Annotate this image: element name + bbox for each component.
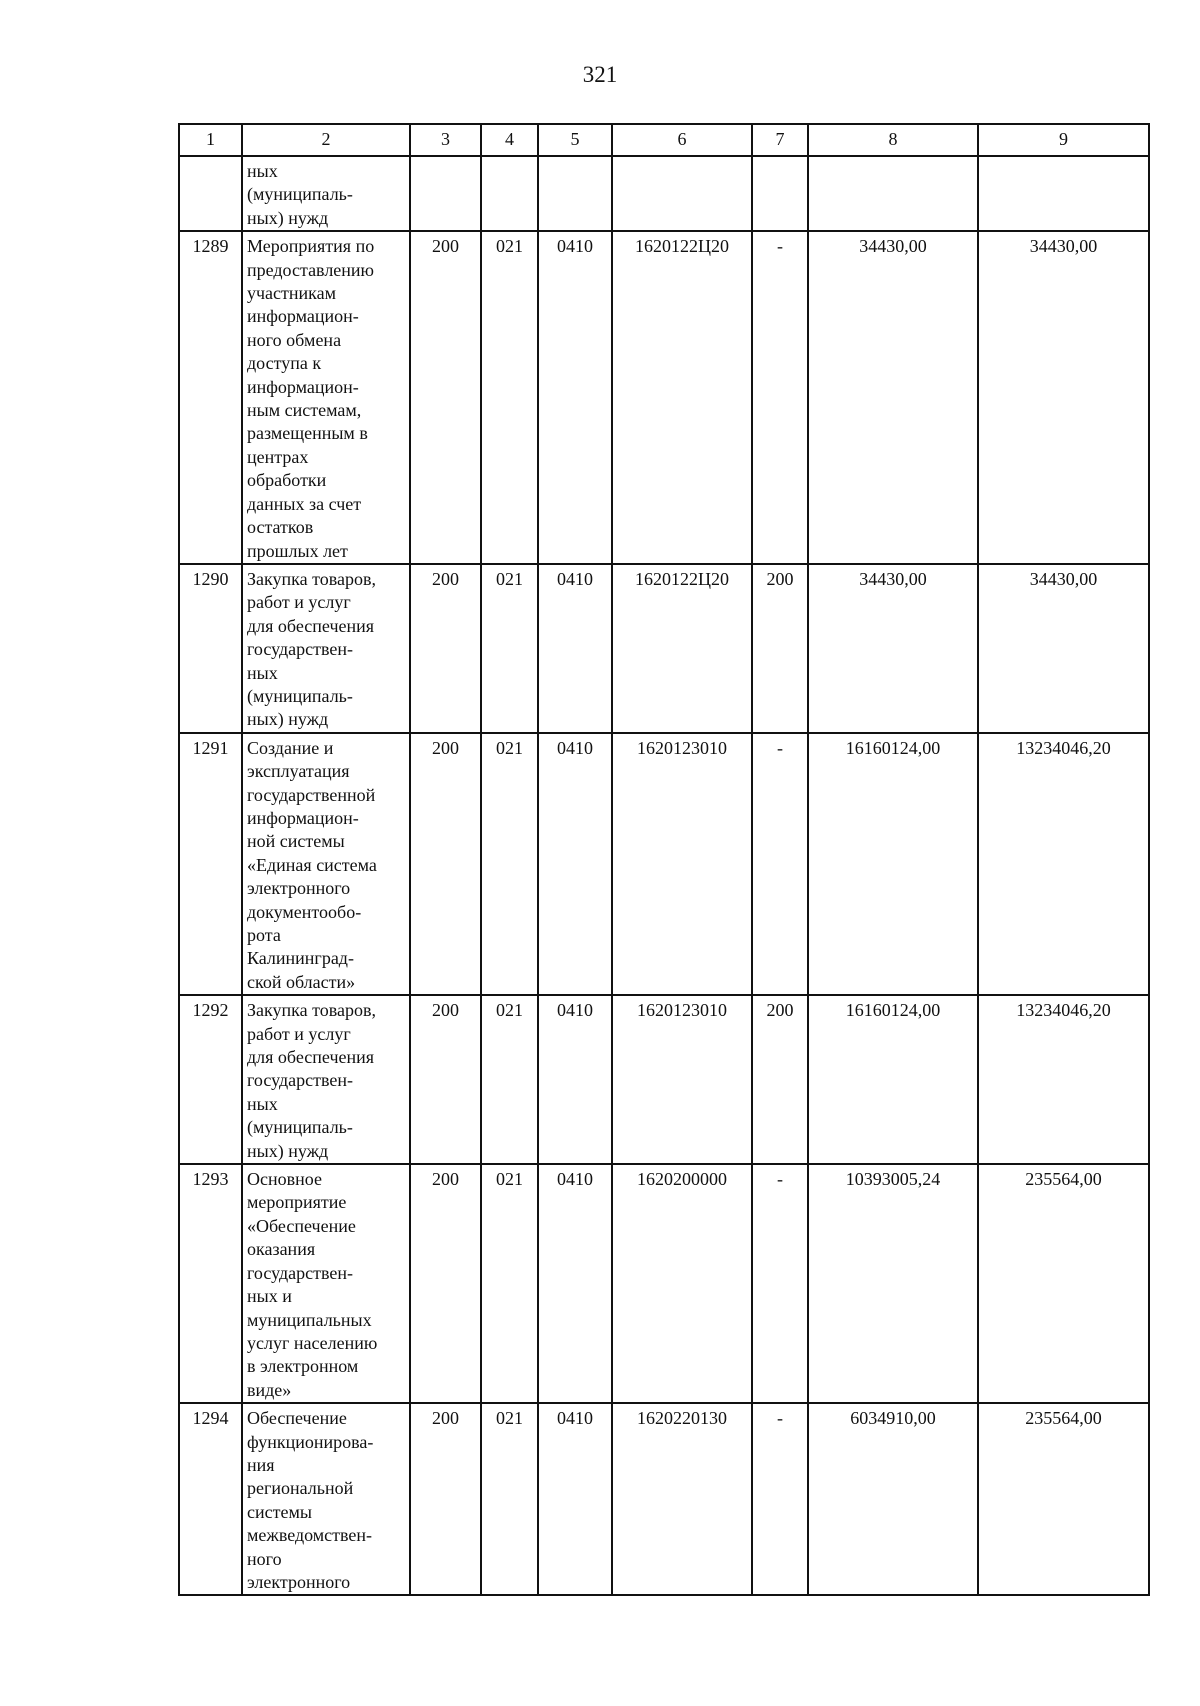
header-col-1: 1 [179, 124, 242, 156]
col-6-cell: 1620122Ц20 [612, 231, 752, 564]
col-5-cell: 0410 [538, 733, 612, 995]
description-line: государственной [247, 784, 376, 805]
header-col-4: 4 [481, 124, 538, 156]
description-line: ной системы [247, 831, 345, 852]
description-line: остатков [247, 517, 314, 538]
description-line: мероприятие [247, 1192, 347, 1213]
header-col-3: 3 [410, 124, 481, 156]
description-line: ным системам, [247, 400, 362, 421]
description-line: функционирова- [247, 1431, 374, 1452]
col-8-cell [808, 156, 978, 231]
col-7-cell: 200 [752, 564, 808, 733]
description-line: ных [247, 662, 278, 683]
description-line: работ и услуг [247, 1023, 351, 1044]
description-line: в электронном [247, 1356, 359, 1377]
description-line: ного [247, 1548, 282, 1569]
description-line: ного обмена [247, 329, 342, 350]
col-8-cell: 10393005,24 [808, 1164, 978, 1403]
description-line: «Единая система [247, 854, 377, 875]
description-line: для обеспечения [247, 1047, 375, 1068]
header-col-8: 8 [808, 124, 978, 156]
col-5-cell: 0410 [538, 564, 612, 733]
table-row [179, 995, 1149, 1164]
description-line: доступа к [247, 353, 322, 374]
description-line: размещенным в [247, 423, 368, 444]
col-4-cell [481, 156, 538, 231]
description-cell [242, 231, 410, 564]
description-line: обработки [247, 470, 327, 491]
description-line: ния [247, 1454, 275, 1475]
col-5-cell: 0410 [538, 1403, 612, 1595]
header-col-9: 9 [978, 124, 1149, 156]
description-line: Калининград- [247, 948, 354, 969]
description-line: предоставлению [247, 259, 375, 280]
col-7-cell: 200 [752, 995, 808, 1164]
col-4-cell: 021 [481, 733, 538, 995]
col-3-cell: 200 [410, 564, 481, 733]
col-8-cell: 34430,00 [808, 231, 978, 564]
description-line: ных) нужд [247, 1140, 329, 1161]
description-line: электронного [247, 1571, 351, 1592]
table-row [179, 733, 1149, 995]
col-5-cell: 0410 [538, 1164, 612, 1403]
row-number-cell: 1289 [179, 231, 242, 564]
col-8-cell: 16160124,00 [808, 733, 978, 995]
description-line: муниципальных [247, 1309, 372, 1330]
col-7-cell: - [752, 733, 808, 995]
description-cell [242, 1164, 410, 1403]
col-9-cell: 34430,00 [978, 564, 1149, 733]
header-col-2: 2 [242, 124, 410, 156]
description-line: Обеспечение [247, 1408, 347, 1429]
description-line: услуг населению [247, 1332, 378, 1353]
description-line: региональной [247, 1478, 354, 1499]
header-row [179, 124, 1149, 156]
description-line: участникам [247, 283, 337, 304]
description-line: Основное [247, 1169, 322, 1190]
col-9-cell: 235564,00 [978, 1403, 1149, 1595]
description-cell [242, 1403, 410, 1595]
description-line: межведомствен- [247, 1525, 373, 1546]
description-line: информацион- [247, 306, 359, 327]
description-cell [242, 995, 410, 1164]
col-7-cell: - [752, 1164, 808, 1403]
col-4-cell: 021 [481, 231, 538, 564]
col-4-cell: 021 [481, 1403, 538, 1595]
col-6-cell: 1620200000 [612, 1164, 752, 1403]
row-number-cell: 1293 [179, 1164, 242, 1403]
col-3-cell [410, 156, 481, 231]
col-5-cell [538, 156, 612, 231]
col-7-cell [752, 156, 808, 231]
col-4-cell: 021 [481, 564, 538, 733]
col-6-cell: 1620220130 [612, 1403, 752, 1595]
col-8-cell: 34430,00 [808, 564, 978, 733]
header-col-6: 6 [612, 124, 752, 156]
col-6-cell [612, 156, 752, 231]
table-row [179, 156, 1149, 231]
description-line: Закупка товаров, [247, 568, 376, 589]
description-line: центрах [247, 446, 309, 467]
description-line: электронного [247, 878, 351, 899]
row-number-cell: 1291 [179, 733, 242, 995]
description-line: данных за счет [247, 493, 362, 514]
description-line: Мероприятия по [247, 236, 375, 257]
description-line: для обеспечения [247, 615, 375, 636]
description-line: ных [247, 161, 278, 181]
description-line: оказания [247, 1239, 316, 1260]
description-line: Создание и [247, 737, 334, 758]
row-number-cell: 1290 [179, 564, 242, 733]
description-line: ных [247, 1093, 278, 1114]
description-line: ных и [247, 1286, 292, 1307]
col-5-cell: 0410 [538, 231, 612, 564]
description-line: виде» [247, 1379, 292, 1400]
description-line: ской области» [247, 971, 356, 992]
col-7-cell: - [752, 231, 808, 564]
col-6-cell: 1620122Ц20 [612, 564, 752, 733]
col-9-cell: 13234046,20 [978, 995, 1149, 1164]
col-3-cell: 200 [410, 733, 481, 995]
col-8-cell: 6034910,00 [808, 1403, 978, 1595]
col-3-cell: 200 [410, 1164, 481, 1403]
description-line: государствен- [247, 1262, 354, 1283]
description-line: государствен- [247, 1070, 354, 1091]
description-line: прошлых лет [247, 540, 348, 561]
table-row [179, 564, 1149, 733]
col-4-cell: 021 [481, 995, 538, 1164]
description-line: работ и услуг [247, 592, 351, 613]
description-line: информацион- [247, 807, 359, 828]
description-line: документообо- [247, 901, 362, 922]
description-line: системы [247, 1501, 312, 1522]
col-7-cell: - [752, 1403, 808, 1595]
description-line: ных) нужд [247, 207, 329, 228]
col-3-cell: 200 [410, 1403, 481, 1595]
description-cell [242, 733, 410, 995]
col-8-cell: 16160124,00 [808, 995, 978, 1164]
description-line: информацион- [247, 376, 359, 397]
description-line: рота [247, 925, 281, 945]
row-number-cell [179, 156, 242, 231]
col-3-cell: 200 [410, 995, 481, 1164]
description-cell [242, 564, 410, 733]
col-9-cell: 235564,00 [978, 1164, 1149, 1403]
description-cell [242, 156, 410, 231]
description-line: «Обеспечение [247, 1215, 356, 1236]
col-4-cell: 021 [481, 1164, 538, 1403]
col-6-cell: 1620123010 [612, 995, 752, 1164]
table-row [179, 231, 1149, 564]
description-line: государствен- [247, 639, 354, 660]
header-col-5: 5 [538, 124, 612, 156]
description-line: Закупка товаров, [247, 1000, 376, 1021]
row-number-cell: 1294 [179, 1403, 242, 1595]
col-3-cell: 200 [410, 231, 481, 564]
col-9-cell: 34430,00 [978, 231, 1149, 564]
col-5-cell: 0410 [538, 995, 612, 1164]
header-col-7: 7 [752, 124, 808, 156]
budget-table [178, 123, 1150, 1596]
row-number-cell: 1292 [179, 995, 242, 1164]
table-row [179, 1164, 1149, 1403]
description-line: эксплуатация [247, 761, 350, 782]
page-number: 321 [582, 62, 618, 87]
description-line: (муниципаль- [247, 685, 353, 706]
table-body [179, 156, 1149, 1595]
col-9-cell [978, 156, 1149, 231]
table-row [179, 1403, 1149, 1595]
description-line: (муниципаль- [247, 1117, 353, 1138]
col-6-cell: 1620123010 [612, 733, 752, 995]
col-9-cell: 13234046,20 [978, 733, 1149, 995]
description-line: (муниципаль- [247, 184, 353, 205]
description-line: ных) нужд [247, 709, 329, 730]
